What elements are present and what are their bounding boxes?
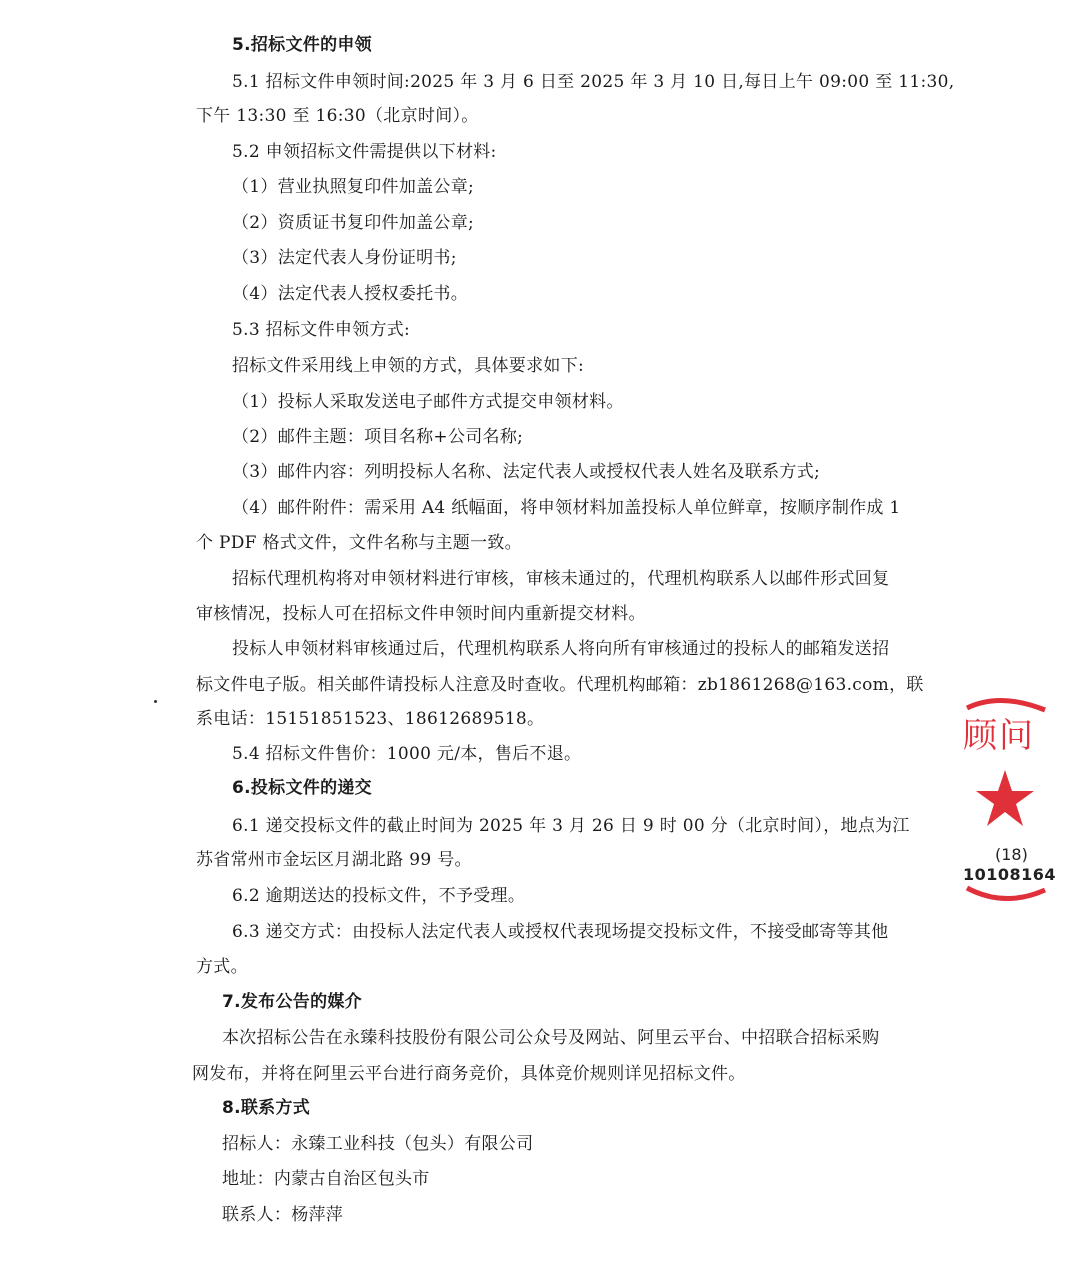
seal-code: 10108164 [963, 865, 1057, 884]
official-seal [945, 690, 1080, 915]
section-5-2-item-2: （2）资质证书复印件加盖公章; [232, 213, 475, 233]
section-6-1-line-2: 苏省常州市金坛区月湖北路 99 号。 [196, 850, 472, 870]
section-5-3-intro: 招标文件采用线上申领的方式，具体要求如下: [232, 356, 585, 376]
section-5-3-item-3: （3）邮件内容：列明投标人名称、法定代表人或授权代表人姓名及联系方式; [232, 462, 821, 482]
contact-tenderer: 招标人：永臻工业科技（包头）有限公司 [222, 1134, 534, 1154]
section-5-3: 5.3 招标文件申领方式: [232, 320, 411, 340]
seal-top-text: 顾问 [963, 716, 1035, 756]
section-5-2: 5.2 申领招标文件需提供以下材料: [232, 142, 497, 162]
section-6-3-line-1: 6.3 递交方式：由投标人法定代表人或授权代表现场提交投标文件，不接受邮寄等其他 [232, 922, 889, 942]
section-6-3-line-2: 方式。 [196, 957, 248, 977]
review-paragraph-line-2: 审核情况，投标人可在招标文件申领时间内重新提交材料。 [196, 604, 646, 624]
review-paragraph-line-1: 招标代理机构将对申领材料进行审核，审核未通过的，代理机构联系人以邮件形式回复 [232, 569, 890, 589]
section-6-title: 6.投标文件的递交 [232, 778, 372, 798]
section-7-line-1: 本次招标公告在永臻科技股份有限公司公众号及网站、阿里云平台、中招联合招标采购 [222, 1028, 880, 1048]
section-5-3-item-2: （2）邮件主题：项目名称+公司名称; [232, 427, 524, 447]
section-5-3-item-4-line-2: 个 PDF 格式文件，文件名称与主题一致。 [196, 533, 522, 553]
section-7-title: 7.发布公告的媒介 [222, 992, 362, 1012]
section-5-4: 5.4 招标文件售价：1000 元/本，售后不退。 [232, 744, 582, 764]
section-6-2: 6.2 逾期送达的投标文件，不予受理。 [232, 886, 526, 906]
section-7-line-2: 网发布，并将在阿里云平台进行商务竞价，具体竞价规则详见招标文件。 [192, 1064, 746, 1084]
section-5-1-line-2: 下午 13:30 至 16:30（北京时间）。 [196, 106, 479, 126]
section-6-1-line-1: 6.1 递交投标文件的截止时间为 2025 年 3 月 26 日 9 时 00 分（北京时间），地点为江 [232, 816, 910, 836]
contact-address: 地址：内蒙古自治区包头市 [222, 1169, 430, 1189]
seal-star-icon [976, 770, 1034, 826]
section-8-title: 8.联系方式 [222, 1098, 311, 1118]
seal-number: (18) [995, 845, 1028, 864]
send-paragraph-line-1: 投标人申领材料审核通过后，代理机构联系人将向所有审核通过的投标人的邮箱发送招 [232, 639, 890, 659]
send-paragraph-line-2: 标文件电子版。相关邮件请投标人注意及时查收。代理机构邮箱：zb1861268@163.com，联 [196, 675, 924, 695]
section-5-3-item-4-line-1: （4）邮件附件：需采用 A4 纸幅面，将申领材料加盖投标人单位鲜章，按顺序制作成 1 [232, 498, 901, 518]
section-5-2-item-1: （1）营业执照复印件加盖公章; [232, 177, 475, 197]
section-5-3-item-1: （1）投标人采取发送电子邮件方式提交申领材料。 [232, 392, 624, 412]
section-5-2-item-3: （3）法定代表人身份证明书; [232, 248, 457, 268]
section-5-title: 5.招标文件的申领 [232, 35, 372, 55]
section-5-2-item-4: （4）法定代表人授权委托书。 [232, 284, 469, 304]
speck-mark [154, 700, 157, 703]
send-paragraph-line-3: 系电话：15151851523、18612689518。 [196, 709, 545, 729]
section-5-1-line-1: 5.1 招标文件申领时间:2025 年 3 月 6 日至 2025 年 3 月 10 日,每日上午 09:00 至 11:30, [232, 72, 955, 92]
contact-person: 联系人：杨萍萍 [222, 1205, 344, 1225]
